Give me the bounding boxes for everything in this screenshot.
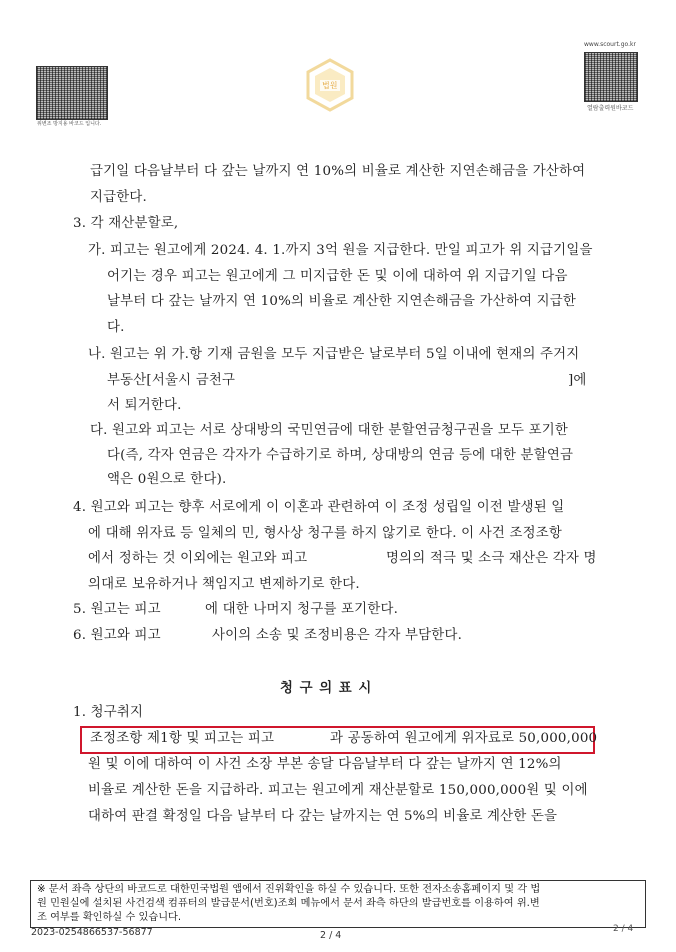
page-number-center: 2 / 4 — [320, 930, 342, 941]
claim-line-4: 대하여 판결 확정일 다음 날부터 다 갚는 날까지는 연 5%의 비율로 계산한 돈을 — [88, 809, 558, 824]
body-line-9: 부동산[서울시 금천구 — [107, 373, 236, 388]
body-line-5: 어기는 경우 피고는 원고에게 그 미지급한 돈 및 이에 대하여 위 지급기일 다음 — [107, 269, 568, 284]
body-line-2: 지급한다. — [90, 190, 147, 205]
body-line-12: 다(즉, 각자 연금은 각자가 수급하기로 하며, 상대방의 연금 등에 대한 분할연금 — [107, 448, 574, 463]
body-line-8: 나. 원고는 위 가.항 기재 금원을 모두 지급받은 날로부터 5일 이내에 현재의 주거지 — [88, 347, 580, 362]
claim-line-3: 비율로 계산한 돈을 지급하라. 피고는 원고에게 재산분할로 150,000,000원 및 이에 — [88, 783, 588, 798]
body-line-19-end: 사이의 소송 및 조정비용은 각자 부담한다. — [212, 628, 463, 643]
body-line-4: 가. 피고는 원고에게 2024. 4. 1.까지 3억 원을 지급한다. 만일 피고가 위 지급기일을 — [88, 243, 593, 258]
body-line-16: 에서 정하는 것 이외에는 원고와 피고 — [88, 551, 308, 566]
body-line-7: 다. — [107, 320, 125, 335]
body-line-10: 서 퇴거한다. — [107, 398, 182, 413]
notice-line-1: ※ 문서 좌측 상단의 바코드로 대한민국법원 앱에서 진위확인을 하실 수 있습니다. 또한 전자소송홈페이지 및 각 법 — [37, 884, 541, 895]
body-line-19: 6. 원고와 피고 — [73, 628, 161, 643]
claim-line-1: 조정조항 제1항 및 피고는 피고 — [90, 731, 275, 746]
body-line-18: 5. 원고는 피고 — [73, 602, 161, 617]
right-barcode — [584, 52, 638, 102]
issue-number: 2023-0254866537-56877 — [31, 927, 153, 938]
body-line-17: 의대로 보유하거나 책임지고 변제하기로 한다. — [88, 577, 360, 592]
left-barcode — [36, 66, 108, 120]
verification-notice — [30, 880, 646, 928]
body-line-18-end: 에 대한 나머지 청구를 포기한다. — [205, 602, 399, 617]
claim-line-1-end: 과 공동하여 원고에게 위자료로 50,000,000 — [330, 731, 598, 746]
claim-line-2: 원 및 이에 대하여 이 사건 소장 부본 송달 다음날부터 다 갚는 날까지 연 12%의 — [88, 757, 562, 772]
body-line-9-end: ]에 — [568, 373, 587, 388]
right-barcode-caption: 열람출력원바코드 — [587, 105, 634, 112]
body-line-13: 액은 0원으로 한다). — [107, 472, 227, 487]
body-line-15: 에 대해 위자료 등 일체의 민, 형사상 청구를 하지 않기로 한다. 이 사건 조정조항 — [88, 526, 563, 541]
notice-line-2: 원 민원실에 설치된 사건검색 컴퓨터의 발급문서(번호)조회 메뉴에서 문서 좌측 하단의 발급번호를 이용하여 위.변 — [37, 898, 540, 909]
emblem-text: 법원 — [322, 81, 338, 90]
body-line-14: 4. 원고와 피고는 향후 서로에게 이 이혼과 관련하여 이 조정 성립일 이전 발생된 일 — [73, 500, 565, 515]
body-line-3: 3. 각 재산분할로, — [73, 216, 179, 231]
body-line-6: 날부터 다 갚는 날까지 연 10%의 비율로 계산한 지연손해금을 가산하여 지급한 — [107, 294, 576, 309]
page-number-right: 2 / 4 — [613, 924, 634, 934]
court-emblem — [300, 56, 360, 116]
body-line-1: 급기일 다음날부터 다 갚는 날까지 연 10%의 비율로 계산한 지연손해금을 가산하여 — [90, 164, 586, 179]
section-title: 청 구 의 표 시 — [280, 680, 373, 696]
left-barcode-caption: 위변조 방지용 바코드 입니다. — [37, 121, 102, 127]
body-line-11: 다. 원고와 피고는 서로 상대방의 국민연금에 대한 분할연금청구권을 모두 포기한 — [90, 423, 569, 438]
claim-heading: 1. 청구취지 — [73, 705, 144, 720]
scourt-url: www.scourt.go.kr — [584, 41, 636, 48]
notice-line-3: 조 여부를 확인하실 수 있습니다. — [37, 912, 182, 923]
body-line-16-end: 명의의 적극 및 소극 재산은 각자 명 — [386, 551, 597, 566]
